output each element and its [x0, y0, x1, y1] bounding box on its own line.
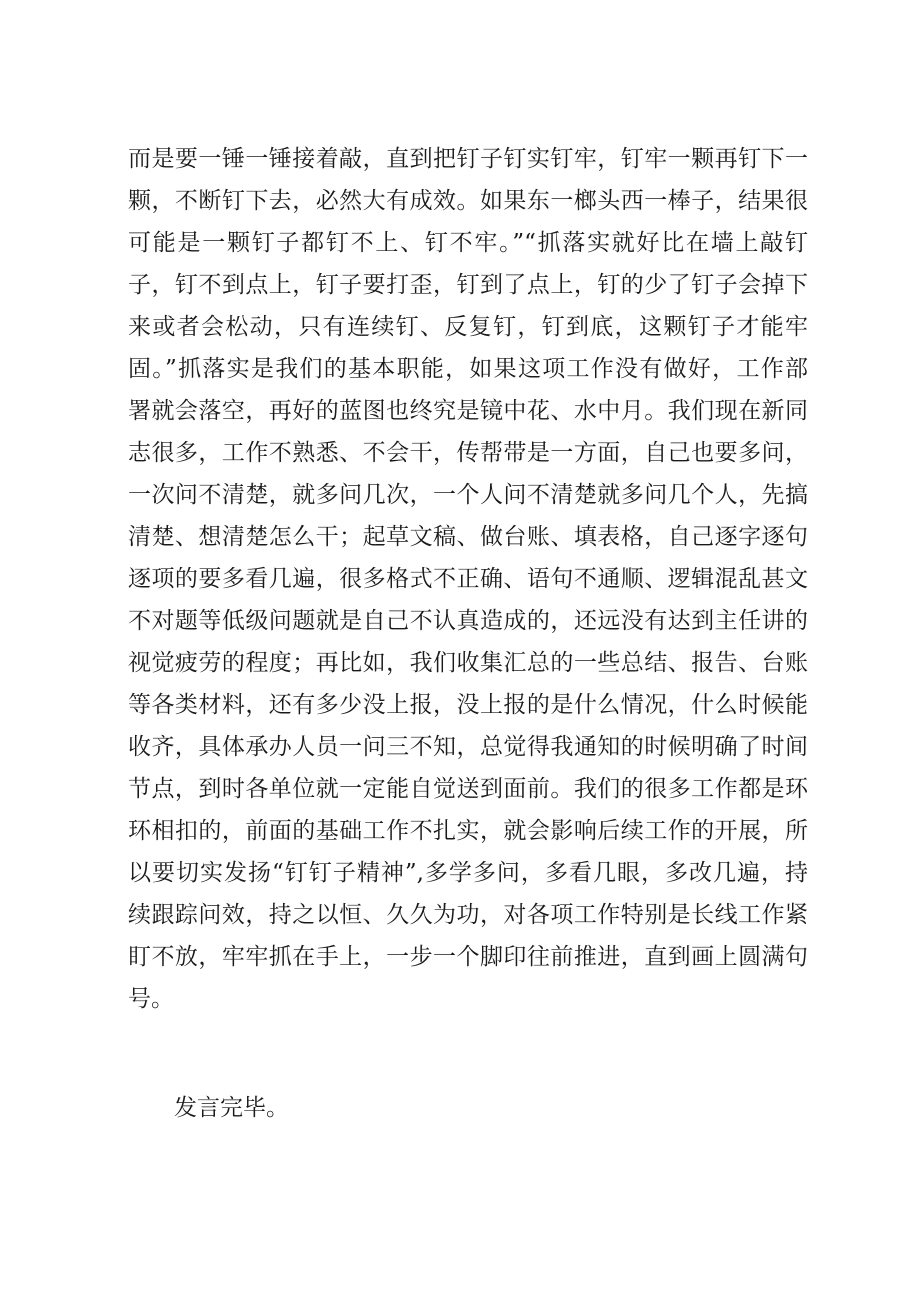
paragraph-line: 环相扣的，前面的基础工作不扎实，就会影响后续工作的开展，所	[128, 818, 808, 844]
paragraph-line: 而是要一锤一锤接着敲，直到把钉子钉实钉牢，钉牢一颗再钉下一	[128, 146, 808, 172]
paragraph-line: 续跟踪问效，持之以恒、久久为功，对各项工作特别是长线工作紧	[128, 902, 808, 928]
paragraph-line: 号。	[128, 986, 174, 1012]
paragraph-line: 固。”抓落实是我们的基本职能，如果这项工作没有做好，工作部	[128, 356, 808, 382]
paragraph-line: 来或者会松动，只有连续钉、反复钉，钉到底，这颗钉子才能牢	[128, 314, 808, 340]
paragraph-line: 署就会落空，再好的蓝图也终究是镜中花、水中月。我们现在新同	[128, 398, 808, 424]
paragraph-line: 清楚、想清楚怎么干；起草文稿、做台账、填表格，自己逐字逐句	[128, 524, 808, 550]
paragraph-line: 子，钉不到点上，钉子要打歪，钉到了点上，钉的少了钉子会掉下	[128, 272, 808, 298]
paragraph-line: 盯不放，牢牢抓在手上，一步一个脚印往前推进，直到画上圆满句	[128, 944, 808, 970]
paragraph-line: 志很多，工作不熟悉、不会干，传帮带是一方面，自己也要多问，	[128, 440, 808, 466]
paragraph-line: 一次问不清楚，就多问几次，一个人问不清楚就多问几个人，先搞	[128, 482, 808, 508]
paragraph-line: 颗，不断钉下去，必然大有成效。如果东一榔头西一棒子，结果很	[128, 188, 808, 214]
paragraph-line: 以要切实发扬“钉钉子精神”,多学多问，多看几眼，多改几遍，持	[128, 860, 808, 886]
body-paragraph	[128, 138, 808, 1020]
paragraph-line: 逐项的要多看几遍，很多格式不正确、语句不通顺、逻辑混乱甚文	[128, 566, 808, 592]
closing-remark: 发言完毕。	[174, 1095, 289, 1121]
paragraph-line: 节点，到时各单位就一定能自觉送到面前。我们的很多工作都是环	[128, 776, 808, 802]
paragraph-line: 不对题等低级问题就是自己不认真造成的，还远没有达到主任讲的	[128, 608, 808, 634]
paragraph-line: 收齐，具体承办人员一问三不知，总觉得我通知的时候明确了时间	[128, 734, 808, 760]
paragraph-line: 视觉疲劳的程度；再比如，我们收集汇总的一些总结、报告、台账	[128, 650, 808, 676]
paragraph-line: 等各类材料，还有多少没上报，没上报的是什么情况，什么时候能	[128, 692, 808, 718]
paragraph-line: 可能是一颗钉子都钉不上、钉不牢。”“抓落实就好比在墙上敲钉	[128, 230, 808, 256]
